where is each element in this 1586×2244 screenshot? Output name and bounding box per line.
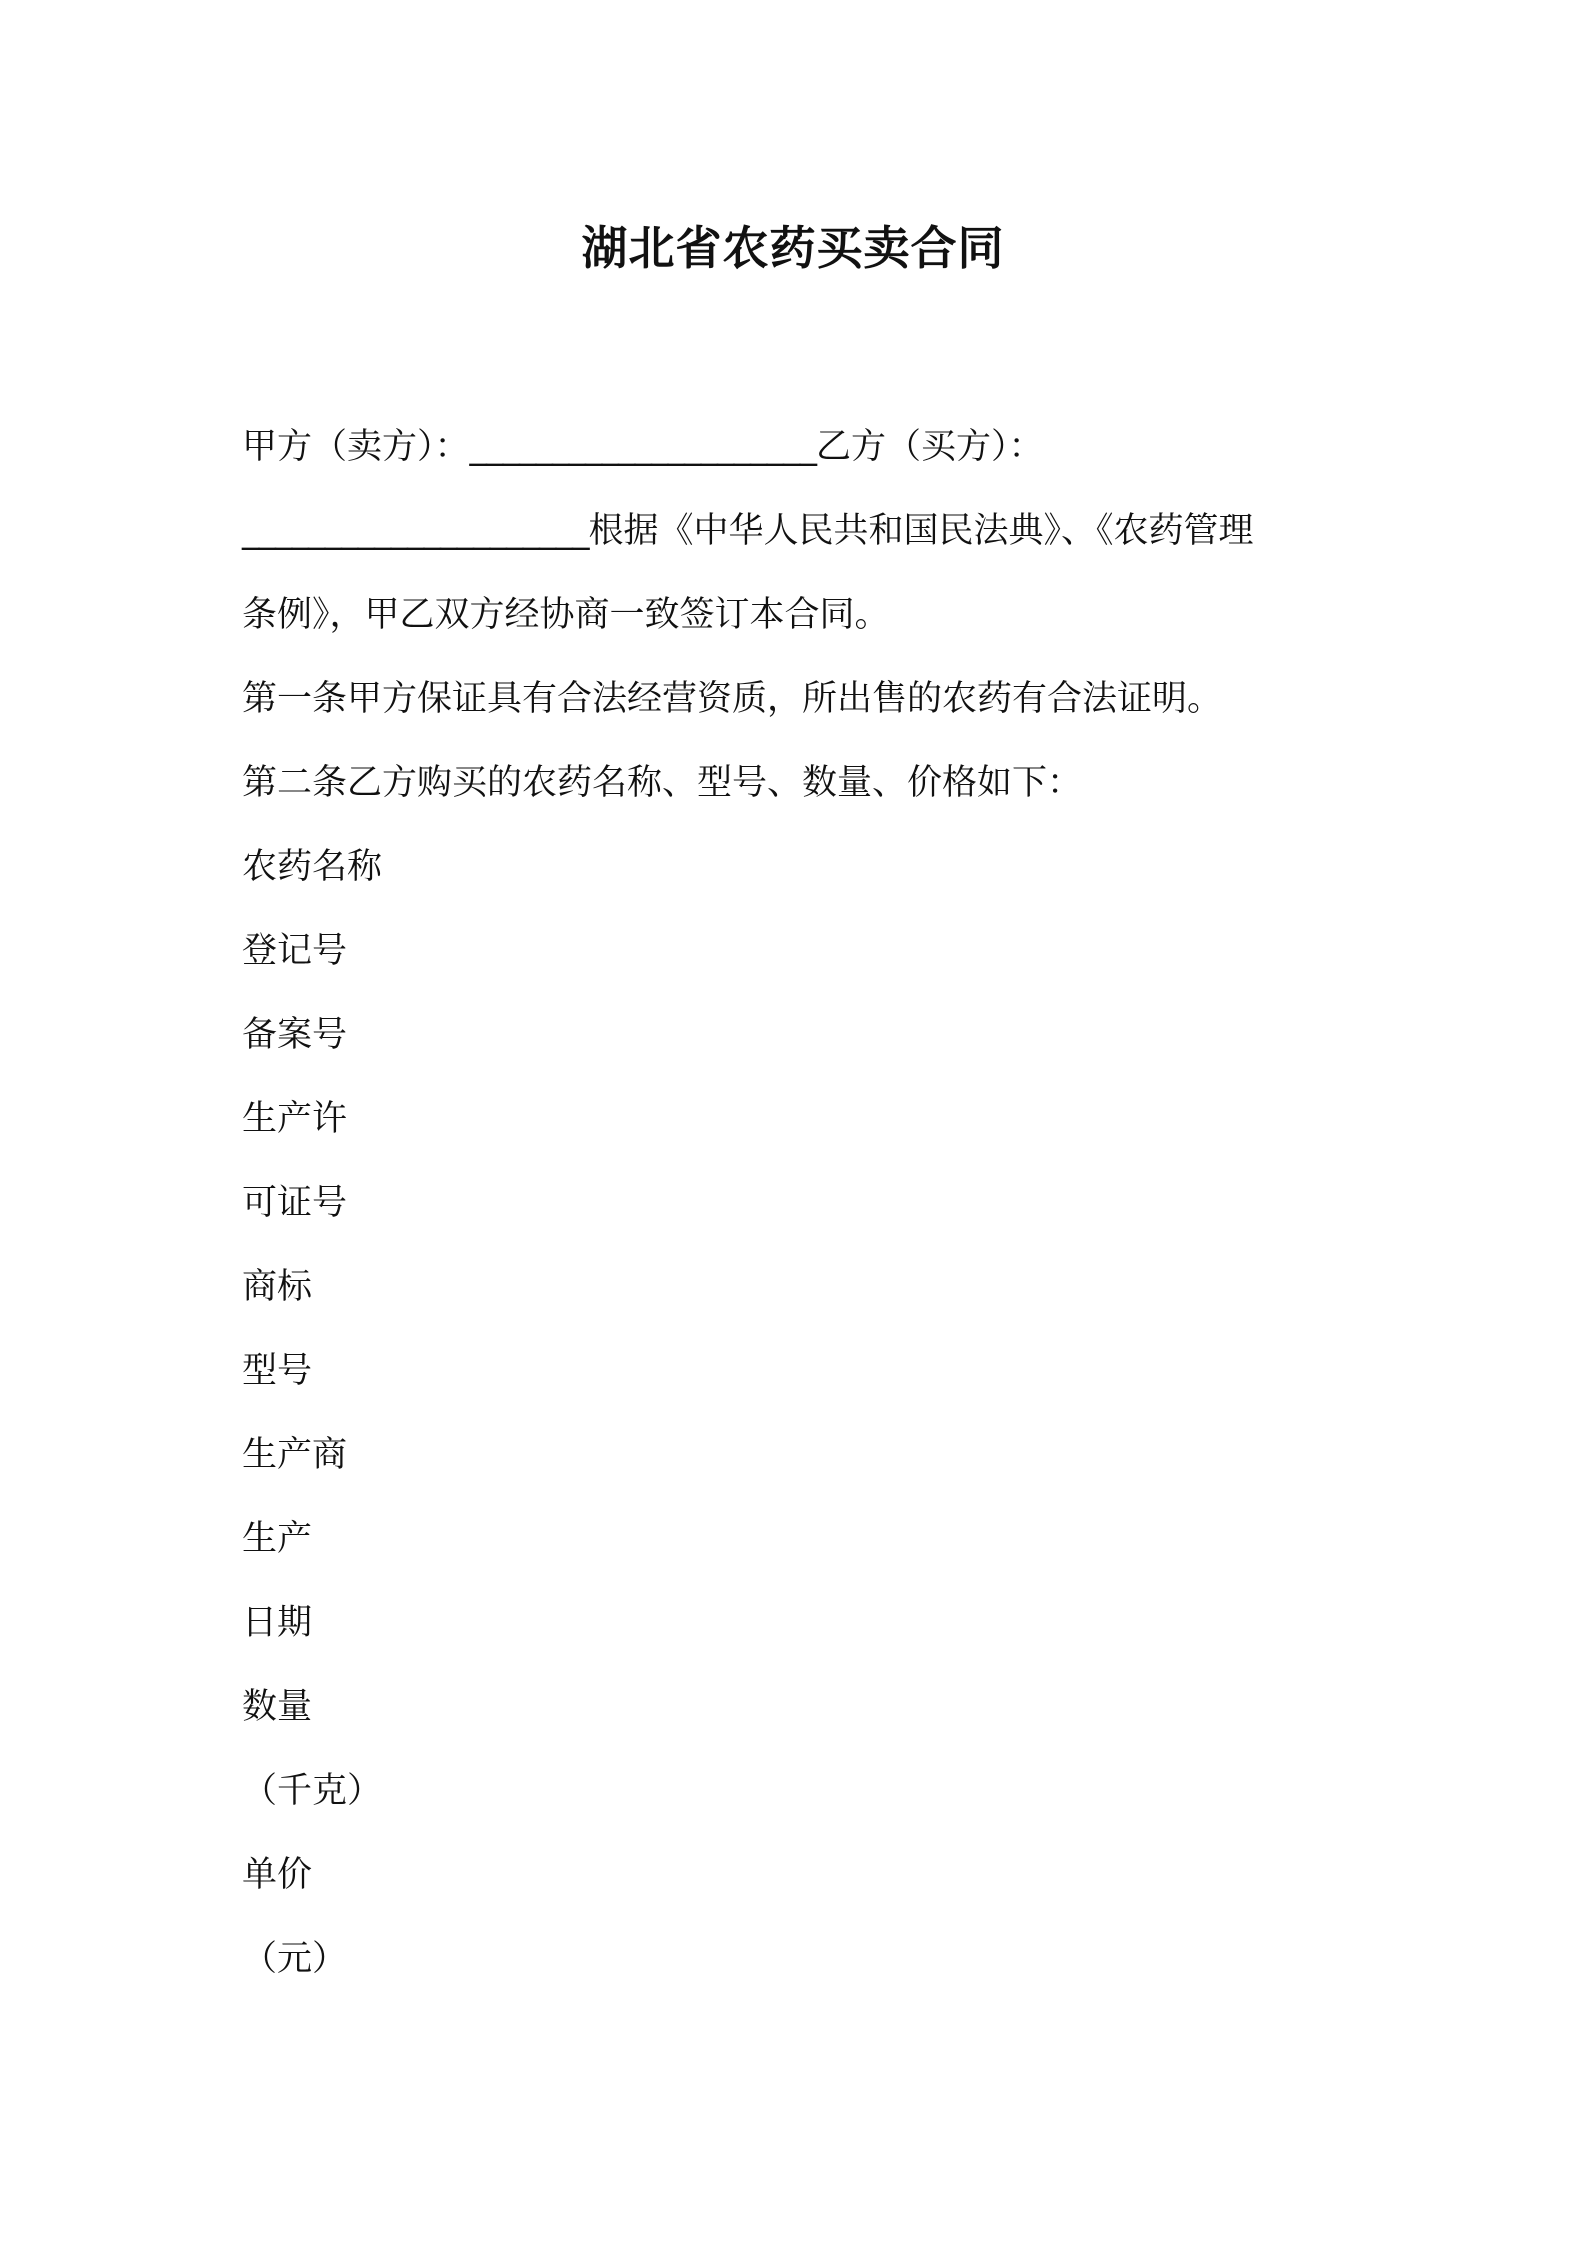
field-unit-price-unit: （元）: [242, 1939, 348, 1979]
basis-line-2: 条例》，甲乙双方经协商一致签订本合同。: [242, 595, 890, 635]
basis-line: [242, 489, 1392, 573]
field-pesticide-name: 农药名称: [242, 847, 383, 887]
field-registration-number: 登记号: [242, 931, 348, 971]
field-production-date-1: 生产: [242, 1519, 313, 1559]
field-production-date-2: 日期: [242, 1603, 313, 1643]
article-2: 第二条乙方购买的农药名称、型号、数量、价格如下：: [242, 763, 1083, 803]
field-unit-price: 单价: [242, 1855, 313, 1895]
field-production-license-1: 生产许: [242, 1099, 348, 1139]
field-filing-number: 备案号: [242, 1015, 348, 1055]
party-a-blank: _____________________: [469, 427, 817, 467]
field-manufacturer: 生产商: [242, 1435, 348, 1475]
page-title: 湖北省农药买卖合同: [581, 221, 1005, 275]
field-trademark: 商标: [242, 1267, 313, 1307]
party-a-label: 甲方（卖方）：: [242, 427, 470, 467]
party-b-label: 乙方（买方）：: [816, 427, 1044, 467]
field-model: 型号: [242, 1351, 313, 1391]
field-quantity: 数量: [242, 1687, 313, 1727]
field-production-license-2: 可证号: [242, 1183, 348, 1223]
field-quantity-unit: （千克）: [242, 1771, 383, 1811]
party-b-blank: _____________________: [242, 511, 589, 551]
contract-body: [242, 405, 1392, 2001]
basis-text: 根据《中华人民共和国民法典》、《农药管理: [588, 511, 1254, 551]
article-1: 第一条甲方保证具有合法经营资质，所出售的农药有合法证明。: [242, 679, 1223, 719]
parties-line: [242, 405, 1392, 489]
